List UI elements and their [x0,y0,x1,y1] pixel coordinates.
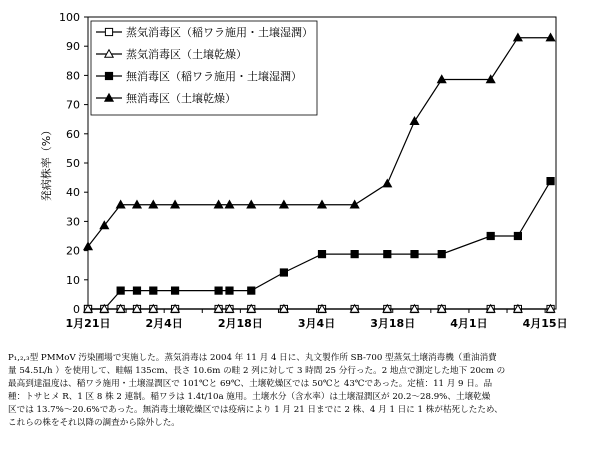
x-tick-label: 3月4日 [297,317,336,330]
data-point [351,251,358,258]
figure-caption [8,352,592,430]
x-tick-label: 3月18日 [370,317,416,330]
data-point [318,251,325,258]
legend-label: 無消毒区（稲ワラ施用・土壌湿潤） [126,70,302,83]
legend-label: 無消毒区（土壌乾燥） [126,92,236,105]
legend-label: 蒸気消毒区（稲ワラ施用・土壌湿潤） [126,26,313,39]
x-tick-label: 4月15日 [522,317,568,330]
data-point [248,287,255,294]
caption-line: 区では 13.7%～20.6%であった。無消毒土壌乾燥区では疫病により 1 月 21 日までに 2 株、4 月 1 日に 1 株が枯死したため、 [8,405,503,415]
x-tick-label: 1月21日 [65,317,111,330]
caption-line: 種：トサヒメ R、1 区 8 株 2 連制。稲ワラは 1.4t/10a 施用。土壌水分（含水率）は土壌湿潤区が 20.2～28.9%、土壌乾燥 [8,392,491,402]
data-point [171,287,178,294]
y-tick-label: 0 [73,303,80,316]
y-tick-label: 30 [66,215,80,229]
caption-line: P₁,₂,₃型 PMMoV 汚染圃場で実施した。蒸気消毒は 2004 年 11 月 4 日に、丸文製作所 SB-700 型蒸気土壌消毒機（重油消費 [8,353,497,363]
y-tick-label: 80 [66,69,80,83]
data-point [117,287,124,294]
data-point [438,251,445,258]
data-point [487,232,494,239]
caption-line: 最高到達温度は、稲ワラ施用・土壌湿潤区で 101℃と 69℃、土壌乾燥区では 50℃と 43℃であった。定植：11 月 9 日。品 [8,379,493,389]
data-point [410,117,418,124]
caption-line: これらの株をそれ以降の調査から除外した。 [8,418,180,428]
data-point [226,287,233,294]
legend-marker [105,28,112,35]
x-tick-label: 4月1日 [450,317,488,330]
y-tick-label: 100 [59,11,80,24]
y-tick-label: 40 [66,186,80,200]
y-tick-label: 10 [66,273,80,287]
y-tick-label: 90 [66,40,80,54]
data-point [280,269,287,276]
legend-marker [105,72,112,79]
y-tick-label: 50 [66,157,80,170]
y-tick-label: 60 [66,127,80,141]
data-point [514,232,521,239]
legend-label: 蒸気消毒区（土壌乾燥） [126,48,247,61]
data-point [547,178,554,185]
y-tick-label: 70 [66,98,80,112]
y-tick-label: 20 [66,244,80,258]
y-axis-label: 発病株率（%） [40,124,53,202]
caption-line: 量 54.5L/h ）を使用して、畦幅 135cm、長さ 10.6m の畦 2 列に対して 3 時間 25 分行った。2 地点で測定した地下 20cm の [8,366,506,376]
x-tick-label: 2月4日 [145,317,183,330]
data-point [215,287,222,294]
data-point [133,287,140,294]
data-point [411,251,418,258]
data-point [150,287,157,294]
x-tick-label: 2月18日 [217,317,263,330]
data-point [384,251,391,258]
data-point [383,180,391,187]
